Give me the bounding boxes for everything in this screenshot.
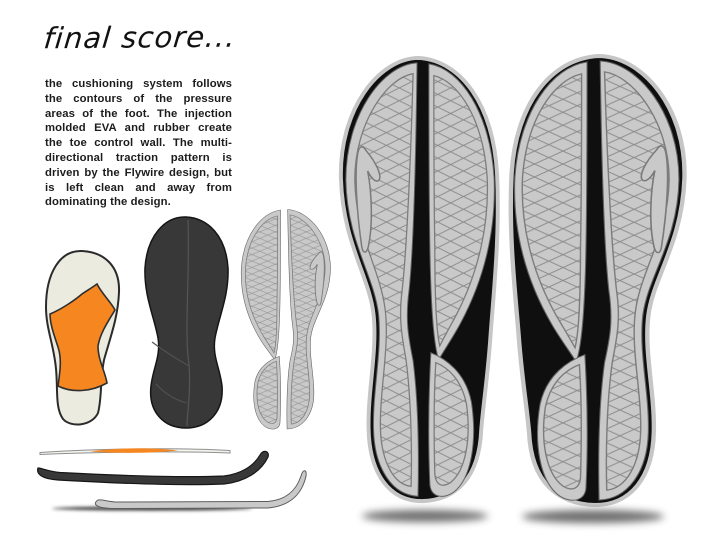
right-sole-ground-shadow [522,510,664,523]
left-sole-ground-shadow [362,510,488,522]
insole-top-view-figure [41,249,129,430]
midsole-profile [38,451,269,484]
outsole-left-figure [335,56,503,508]
outsole-top-view-figure [236,206,337,435]
page-title: final score... [42,19,238,56]
sole-profile-stack-figure [28,438,320,516]
midsole-top-view-figure [136,214,237,431]
outsole-right-figure [505,54,691,512]
body-paragraph: the cushioning system follows the contours of the pressure areas of the foot. The injection molded EVA and rubber create the toe control wall. The multi-directional traction pattern is driven by the Flywire design, but is left clean and away from dominating the design. [45,78,232,209]
midsole-outline [145,217,228,428]
